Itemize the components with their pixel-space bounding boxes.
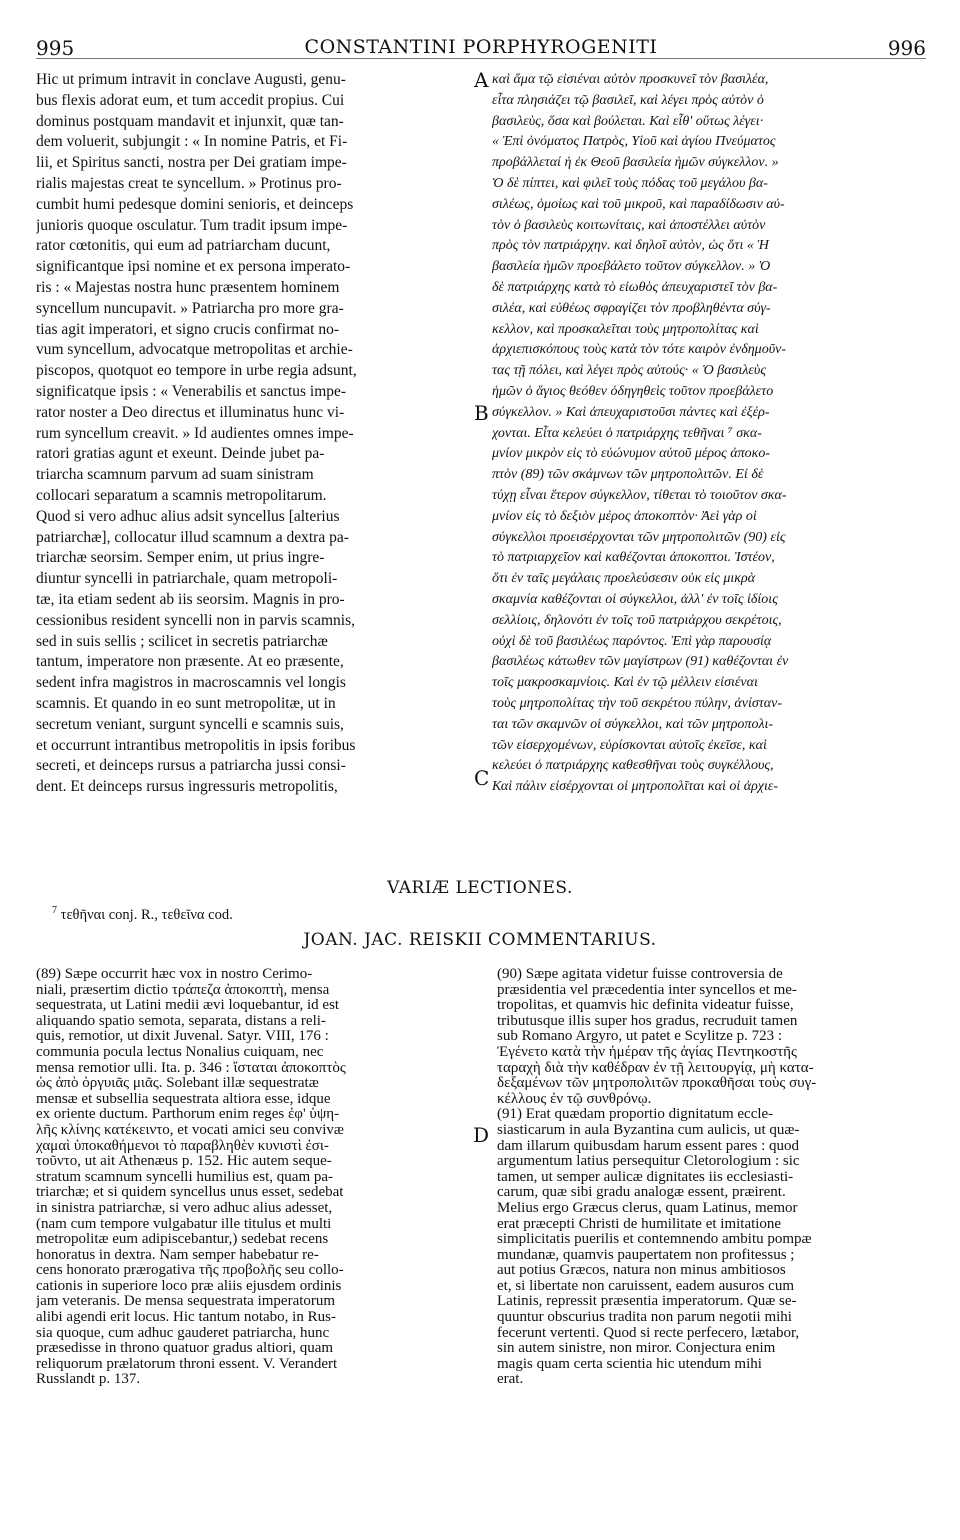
greek-text-line: κελεύει ὁ πατριάρχης καθεσθῆναι τοὺς συγκέλλους, <box>492 758 774 774</box>
latin-text-line: ratori gratias agunt et exeunt. Deinde jubet pa- <box>36 445 325 463</box>
commentary-line: triarchæ; et si quidem syncellus unus esset, sedebat <box>36 1185 344 1201</box>
latin-text-line: scamnis. Et quando in eo sunt metropolitæ, ut in <box>36 694 336 712</box>
latin-text-line: bus flexis adorat eum, et tum accedit propius. Cui <box>36 91 345 109</box>
latin-text-line: rum syncellum creavit. » Id audientes omnes impe- <box>36 424 354 442</box>
latin-text-line: dem voluerit, subjungit : « In nomine Patris, et Fi- <box>36 133 348 151</box>
latin-text-column <box>36 70 472 798</box>
latin-text-line: et occurrunt intrantibus metropolitis in ipsis foribus <box>36 736 356 754</box>
margin-marker-c: C <box>474 766 490 790</box>
commentary-line: λῆς κλίνης κατέκειντο, et vocati amici seu convivæ <box>36 1122 344 1138</box>
greek-text-line: τὸν ὁ βασιλεὺς κοιτωνίταις, καὶ ἀποστέλλει αὐτὸν <box>492 217 766 233</box>
commentary-line: ὡς ἀπὸ ὀργυιᾶς μιᾶς. Solebant illæ sequestratæ <box>36 1076 319 1092</box>
page-number-left: 995 <box>36 36 75 60</box>
greek-text-line: ἀρχιεπισκόπους τοὺς κατὰ τὸν τότε καιρὸν ἐνδημοῦν- <box>492 342 786 358</box>
latin-text-line: cumbit humi pedesque domini senioris, et deinceps <box>36 195 354 213</box>
greek-text-line: Ὁ δὲ πίπτει, καὶ φιλεῖ τοὺς πόδας τοῦ μεγάλου βα- <box>492 175 768 191</box>
page-number-right: 996 <box>887 36 926 60</box>
commentary-line: erat præcepti Christi de humilitate et imitatione <box>497 1216 782 1232</box>
commentary-line: carum, quæ sibi gradu analogæ essent, præirent. <box>497 1185 786 1201</box>
latin-text-line: diuntur syncelli in patriarchale, quam metropoli- <box>36 570 338 588</box>
greek-text-line: σιλέως, ὁμοίως καὶ τοῦ μικροῦ, καὶ παραδίδωσιν αὐ- <box>492 196 785 212</box>
commentary-line: et, si libertate non caruissent, eadem ausuros cum <box>497 1278 794 1294</box>
commentary-line: sia quoque, cum adhuc gauderet patriarcha, hunc <box>36 1325 330 1341</box>
commentary-line: præsidentia vel præcedentia inter syncellos et me- <box>497 982 797 998</box>
latin-text-line: significatque ipsis : « Venerabilis et sanctus impe- <box>36 382 347 400</box>
greek-text-line: Καὶ πάλιν εἰσέρχονται οἱ μητροπολῖται καὶ οἱ ἀρχιε- <box>492 779 779 795</box>
latin-text-line: piscopos, quotquot eo tempore in urbe regia adsunt, <box>36 362 357 380</box>
commentary-line: δεξαμένων τῶν μητροπολιτῶν προκαθῆσαι τοὺς συγ- <box>497 1076 817 1092</box>
latin-text-line: significantque ipsi nomine et ex persona imperato- <box>36 258 351 276</box>
commentary-line: Russlandt p. 137. <box>36 1372 141 1388</box>
greek-text-line: εἶτα πλησιάζει τῷ βασιλεῖ, καὶ λέγει πρὸς αὐτὸν ὁ <box>492 92 764 108</box>
latin-text-line: secretum veniant, surgunt syncelli e scamnis suis, <box>36 715 344 733</box>
latin-text-line: rator cœtonitis, qui eum ad patriarcham ducunt, <box>36 237 331 255</box>
commentary-line: niali, præsertim dictio τράπεζα ἀποκοπτὴ, mensa <box>36 982 330 998</box>
commentary-line: erat. <box>497 1372 524 1388</box>
latin-text-line: vum syncellum, advocatque metropolitas et archie- <box>36 341 353 359</box>
latin-text-line: Hic ut primum intravit in conclave Augusti, genu- <box>36 71 346 88</box>
latin-text-line: dominus postquam mandavit et injunxit, quæ tan- <box>36 112 344 130</box>
greek-text-line: βασιλεία ἡμῶν προεβάλετο τοῦτον σύγκελλον. » Ὁ <box>492 259 771 275</box>
greek-text-line: τοῖς μακροσκαμνίοις. Καὶ ἐν τῷ μέλλειν εἰσιέναι <box>492 675 758 691</box>
commentary-left-column <box>36 967 472 1388</box>
greek-text-line: μνίον εἰς τὸ δεξιὸν μέρος ἀποκοπτὸν· Ἀεὶ γὰρ οἱ <box>492 508 757 524</box>
greek-text-line: σύγκελλον. » Καὶ ἀπευχαριστοῦσι πάντες καὶ ἐξέρ- <box>492 404 770 420</box>
greek-text-line: τας τῇ πόλει, καὶ λέγει πρὸς αὐτούς· « Ὁ βασιλεὺς <box>492 363 767 379</box>
commentary-line: cens honorato prærogativa τῆς προβολῆς seu collo- <box>36 1263 344 1279</box>
latin-text-line: rialis majestas creat te syncellum. » Protinus pro- <box>36 174 342 192</box>
commentary-line: τοῦντο, ut ait Athenæus p. 152. Hic autem seque- <box>36 1154 332 1170</box>
commentary-line: sub Romano Argyro, ut patet e Scylitze p. 723 : <box>497 1029 783 1045</box>
commentary-line: quuntur obscurius tradita non parum negotii mihi <box>497 1310 792 1326</box>
greek-text-line: ται τῶν σκαμνῶν οἱ σύγκελλοι, καὶ τῶν μητροπολι- <box>492 716 774 732</box>
latin-text-line: cessionibus resident syncelli non in parvis scamnis, <box>36 611 355 629</box>
commentary-line: (91) Erat quædam proportio dignitatum eccle- <box>497 1107 774 1123</box>
latin-text-line: sed in suis sellis ; scilicet in secretis patriarchæ <box>36 632 328 650</box>
greek-text-line: σύγκελλοι προεισέρχονται τῶν μητροπολιτῶν (90) εἰς <box>492 529 786 545</box>
commentary-line: sin autem sinistre, non miror. Conjectura enim <box>497 1341 776 1357</box>
commentary-line: præsedisse in throno quatuor gradus altiori, quam <box>36 1341 334 1357</box>
latin-text-line: rator noster a Deo directus et illuminatus hunc vi- <box>36 403 345 421</box>
commentary-line: tropolitas, et quamvis hic definita videatur fuisse, <box>497 998 794 1014</box>
latin-text-line: tantum, imperatore non præsente. At eo præsente, <box>36 653 344 671</box>
greek-text-line: χονται. Εἶτα κελεύει ὁ πατριάρχης τεθῆναι ⁷ σκα- <box>492 425 762 441</box>
commentary-line: in sinistra patriarchæ, si vero adhuc alius adesset, <box>36 1200 333 1216</box>
commentary-line: honoratus in dextra. Nam semper habebatur re- <box>36 1247 319 1263</box>
latin-text-line: dent. Et deinceps rursus ingressuris metropolitis, <box>36 778 338 796</box>
greek-text-line: μνίον μικρὸν εἰς τὸ εὐώνυμον αὐτοῦ μέρος ἀποκο- <box>492 446 771 462</box>
commentary-line: quis, remotior, ut dixit Juvenal. Satyr. VIII, 176 : <box>36 1029 329 1045</box>
commentary-heading: JOAN. JAC. REISKII COMMENTARIUS. <box>303 930 657 950</box>
commentary-line: aliquando spatio semota, separata, distans a reli- <box>36 1013 326 1029</box>
commentary-line: sequestrata, ut Latini medii ævi loquebantur, id est <box>36 998 340 1014</box>
page-header <box>36 32 926 59</box>
greek-text-line: δὲ πατριάρχης κατὰ τὸ εἰωθὸς ἀπευχαριστεῖ τὸν βα- <box>492 279 778 295</box>
commentary-line: magis quam certa scientia hic utendum mihi <box>497 1356 762 1372</box>
commentary-line: Melius ergo Græcus clerus, quam Latinus, memor <box>497 1200 798 1216</box>
commentary-line: (90) Sæpe agitata videtur fuisse controversia de <box>497 967 783 982</box>
latin-text-line: tæ, ita etiam sedent ab iis seorsim. Magnis in pro- <box>36 590 345 608</box>
latin-text-line: patriarchæ], collocatur illud scamnum a dextra pa- <box>36 528 349 546</box>
commentary-line: reliquorum prælatorum throni essent. V. Verandert <box>36 1356 338 1372</box>
commentary-line: mundanæ, quamvis paupertatem non profitessus ; <box>497 1247 795 1263</box>
margin-marker-a: A <box>474 68 489 92</box>
greek-text-column <box>492 70 928 798</box>
commentary-line: jam veteranis. De mensa sequestrata imperatorum <box>36 1294 336 1310</box>
commentary-line: cationis in superiore loco præ aliis ejusdem ordinis <box>36 1278 342 1294</box>
commentary-line: fecerunt vertenti. Quod si recte perfecero, lætabor, <box>497 1325 800 1341</box>
latin-text-line: Quod si vero adhuc alius adsit syncellus [alterius <box>36 507 340 525</box>
greek-text-line: τὸ πατριαρχεῖον καὶ καθέζονται ἀποκοπτοι. Ἰστέον, <box>492 550 775 566</box>
commentary-right-column <box>497 967 933 1388</box>
commentary-line: aut potius Græcos, natura non minus ambitiosos <box>497 1263 786 1279</box>
greek-text-line: τύχῃ εἶναι ἕτερον σύγκελλον, τίθεται τὸ τοιοῦτον σκα- <box>492 487 787 503</box>
latin-text-line: secreti, et deinceps rursus a patriarcha jussi consi- <box>36 757 346 775</box>
greek-text-line: ὅτι ἐν ταῖς μεγάλαις προελεύσεσιν οὐκ εἰς μικρὰ <box>492 571 756 587</box>
greek-text-line: οὐχὶ δὲ τοῦ βασιλέως παρόντος. Ἐπὶ γὰρ παρουσίᾳ <box>492 633 772 649</box>
greek-text-line: τοὺς μητροπολίτας τὴν τοῦ σεκρέτου πύλην, ἀνίσταν- <box>492 695 783 711</box>
greek-text-line: βασιλεὺς, ὅσα καὶ βούλεται. Καὶ εἶθ' οὕτως λέγει· <box>492 113 764 129</box>
greek-text-line: καὶ ἅμα τῷ εἰσιέναι αὐτὸν προσκυνεῖ τὸν βασιλέα, <box>492 72 769 87</box>
greek-text-line: βασιλέως κάτωθεν τῶν μαγίστρων (91) καθέζονται ἐν <box>492 654 789 670</box>
greek-text-line: ἡμῶν ὁ ἅγιος θεόθεν ὁδηγηθεὶς τοῦτον προεβάλετο <box>492 383 774 399</box>
commentary-line: dam illarum quibusdam harum essent pares : quod <box>497 1138 800 1154</box>
margin-marker-d: D <box>473 1123 490 1147</box>
commentary-line: χαμαὶ ὑποκαθήμενοι τὸ παραβληθὲν κυνιστὶ ἐσι- <box>36 1138 329 1154</box>
greek-text-line: σκαμνία καθέζονται οἱ σύγκελλοι, ἀλλ' ἐν τοῖς ἰδίοις <box>492 591 778 607</box>
commentary-line: Latinis, repressit præsentia imperatorum. Quæ se- <box>497 1294 797 1310</box>
latin-text-line: lii, et Spiritus sancti, nostra per Dei gratiam impe- <box>36 154 347 172</box>
commentary-line: alibi agendi erit locus. Hic tantum notabo, in Rus- <box>36 1310 336 1326</box>
latin-text-line: triarchæ seorsim. Semper enim, ut prius ingre- <box>36 549 325 567</box>
commentary-line: stratum scamnum syncelli humilius est, quam pa- <box>36 1169 334 1185</box>
commentary-line: mensa remotior ulli. Ita. p. 346 : ἵσταται ἀποκοπτὸς <box>36 1060 346 1076</box>
greek-text-line: « Ἐπὶ ὀνόματος Πατρὸς, Υἱοῦ καὶ ἁγίου Πνεύματος <box>492 134 776 150</box>
commentary-line: Ἐγένετο κατὰ τὴν ἡμέραν τῆς ἁγίας Πεντηκοστῆς <box>497 1044 797 1060</box>
commentary-line: argumentum latius persequitur Cletorologium : sic <box>497 1154 800 1170</box>
latin-text-line: tias agit imperatori, et signo crucis confirmat no- <box>36 320 340 338</box>
commentary-line: κέλλους ἐν τῷ συνθρόνῳ. <box>497 1091 652 1107</box>
varia-lectiones-heading: VARIÆ LECTIONES. <box>387 878 573 898</box>
commentary-line: communia pocula lectus Nonalius cuiquam, nec <box>36 1044 324 1060</box>
commentary-line: simplicitatis puerilis et contemnendo ambitu pompæ <box>497 1232 812 1248</box>
footnote-text: τεθῆναι conj. R., τεθεῖνα cod. <box>60 906 233 923</box>
running-title: CONSTANTINI PORPHYROGENITI <box>304 36 658 58</box>
latin-text-line: syncellum nuncupavit. » Patriarcha pro more gra- <box>36 299 344 317</box>
footnote-number: 7 <box>52 905 57 916</box>
greek-text-line: προβάλλεταί ἡ ἐκ Θεοῦ βασιλεία ἡμῶν σύγκελλον. » <box>492 155 779 171</box>
commentary-line: tributusque illis super hos gradus, recruduit tamen <box>497 1013 798 1029</box>
commentary-line: ταραχὴ διὰ τὴν καθέδραν ἐν τῇ λειτουργίᾳ, μὴ κατα- <box>497 1060 814 1076</box>
commentary-line: mensæ et subsellia sequestrata altiora esse, idque <box>36 1091 331 1107</box>
latin-text-line: sedent infra magistros in macroscamnis vel longis <box>36 674 346 692</box>
latin-text-line: ris : « Majestas nostra hunc præsentem hominem <box>36 278 340 296</box>
commentary-line: ex oriente ductum. Parthorum enim reges ἐφ' ὑψη- <box>36 1107 340 1123</box>
commentary-line: tamen, ut semper aulicæ dignitates iis ecclesiasti- <box>497 1169 794 1185</box>
greek-text-line: σιλέα, καὶ εὐθέως σφραγίζει τὸν προβληθέντα σύγ- <box>492 300 771 316</box>
commentary-line: (nam cum tempore vulgabatur ille titulus et multi <box>36 1216 332 1232</box>
margin-marker-b: B <box>474 401 489 425</box>
greek-text-line: κελλον, καὶ προσκαλεῖται τοὺς μητροπολίτας καὶ <box>492 321 759 337</box>
latin-text-line: triarcha scamnum parvum ad suam sinistram <box>36 466 314 484</box>
greek-text-line: πτὸν (89) τῶν σκάμνων τῶν μητροπολιτῶν. Εἰ δὲ <box>492 467 764 483</box>
greek-text-line: πρὸς τὸν πατριάρχην. καὶ δηλοῖ αὐτὸν, ὡς ὅτι « Ἡ <box>492 238 769 254</box>
latin-text-line: junioris quoque osculatur. Tum tradit ipsum impe- <box>36 216 348 234</box>
greek-text-line: τῶν εἰσερχομένων, εὑρίσκονται αὐτοῖς ἐκεῖσε, καὶ <box>492 737 767 753</box>
commentary-line: (89) Sæpe occurrit hæc vox in nostro Cerimo- <box>36 967 313 982</box>
commentary-line: metropolitæ eum adipiscebantur,) sedebat recens <box>36 1232 329 1248</box>
commentary-line: siasticarum in aula Byzantina cum aulicis, ut quæ- <box>497 1122 800 1138</box>
greek-text-line: σελλίοις, δηλονότι ἐν τοῖς τοῦ πατριάρχου σεκρέτοις, <box>492 612 782 628</box>
variant-reading-note <box>52 905 233 924</box>
latin-text-line: collocari separatum a scamnis metropolitarum. <box>36 486 327 504</box>
